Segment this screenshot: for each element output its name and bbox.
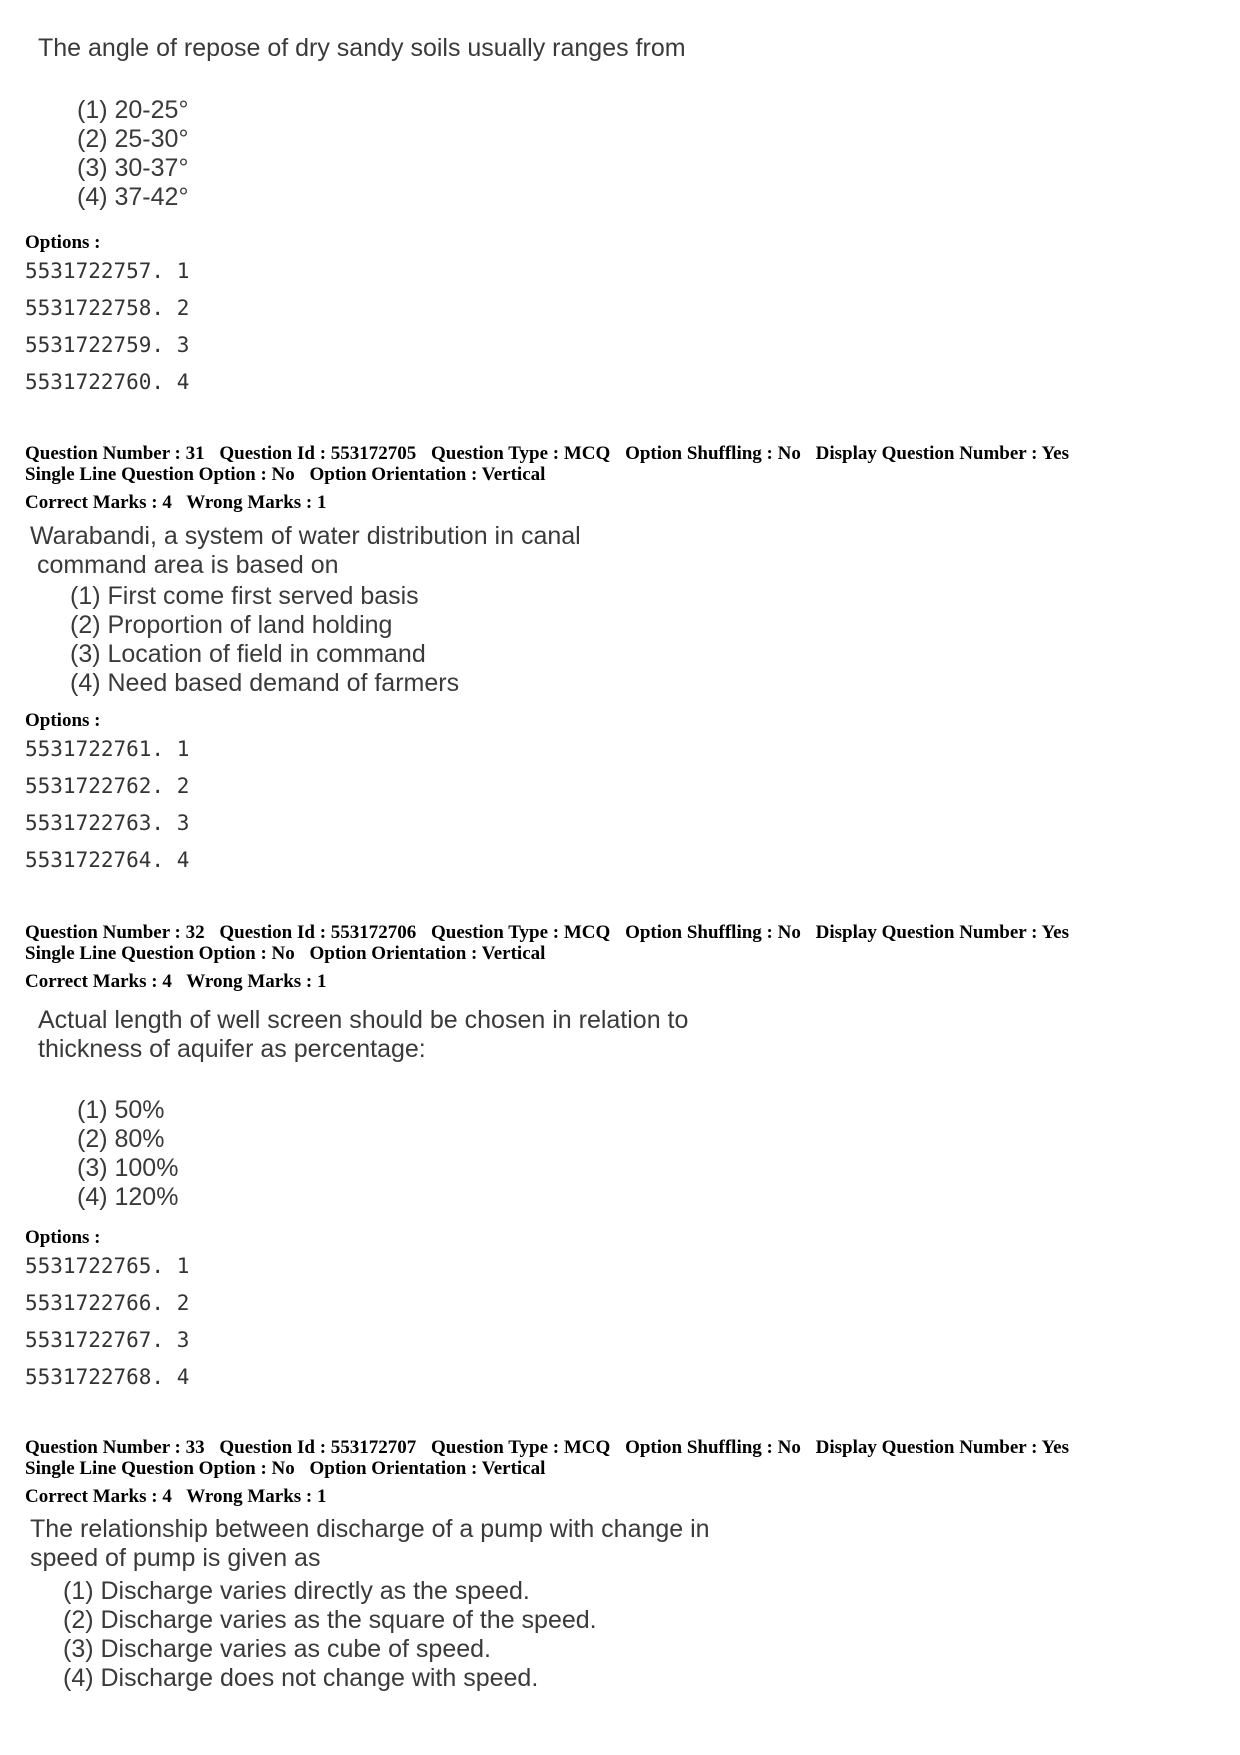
options-list [25, 253, 189, 401]
options-heading: Options : [25, 232, 101, 253]
wrong-marks: Wrong Marks : 1 [186, 1486, 327, 1507]
question-32-text [38, 1006, 688, 1064]
meta-line-2 [25, 1458, 1069, 1479]
choice-4: (4) Discharge does not change with speed. [63, 1664, 539, 1692]
choice-2: (2) 80% [77, 1125, 165, 1153]
display-question-number: Display Question Number : Yes [815, 922, 1069, 943]
option-shuffling: Option Shuffling : No [625, 922, 801, 943]
option-id: 5531722760. 4 [25, 370, 190, 394]
options-heading: Options : [25, 1227, 101, 1248]
choice-3: (3) Location of field in command [70, 640, 426, 668]
single-line-option: Single Line Question Option : No [25, 464, 295, 485]
question-30-text [38, 34, 686, 63]
question-stem-line: command area is based on [30, 551, 339, 579]
question-type: Question Type : MCQ [431, 1437, 611, 1458]
question-31-text [30, 522, 581, 580]
option-shuffling: Option Shuffling : No [625, 443, 801, 464]
question-stem-line: thickness of aquifer as percentage: [38, 1035, 426, 1063]
single-line-option: Single Line Question Option : No [25, 1458, 295, 1479]
option-id: 5531722757. 1 [25, 259, 190, 283]
option-id: 5531722768. 4 [25, 1365, 190, 1389]
question-30-choices [77, 96, 188, 212]
options-heading: Options : [25, 710, 101, 731]
question-id: Question Id : 553172707 [219, 1437, 417, 1458]
choice-1: (1) Discharge varies directly as the speed. [63, 1577, 530, 1605]
meta-line-2 [25, 464, 1069, 485]
choice-4: (4) 120% [77, 1183, 179, 1211]
correct-marks: Correct Marks : 4 [25, 971, 172, 992]
question-id: Question Id : 553172706 [219, 922, 417, 943]
question-stem-line: Actual length of well screen should be chosen in relation to [38, 1006, 689, 1034]
option-id: 5531722765. 1 [25, 1254, 190, 1278]
option-id: 5531722759. 3 [25, 333, 190, 357]
question-number: Question Number : 33 [25, 1437, 205, 1458]
question-32-meta [25, 922, 1069, 992]
option-id: 5531722758. 2 [25, 296, 190, 320]
choice-4: (4) 37-42° [77, 183, 189, 211]
meta-line-1 [25, 1437, 1069, 1458]
question-stem-line: speed of pump is given as [30, 1544, 321, 1572]
question-31-meta [25, 443, 1069, 513]
choice-3: (3) 100% [77, 1154, 179, 1182]
choice-4: (4) Need based demand of farmers [70, 669, 460, 697]
wrong-marks: Wrong Marks : 1 [186, 492, 327, 513]
question-33-choices [63, 1577, 597, 1693]
meta-line-3 [25, 492, 1069, 513]
option-id: 5531722764. 4 [25, 848, 190, 872]
question-32-choices [77, 1096, 178, 1212]
display-question-number: Display Question Number : Yes [815, 443, 1069, 464]
choice-1: (1) 50% [77, 1096, 165, 1124]
question-33-meta [25, 1437, 1069, 1507]
option-id: 5531722761. 1 [25, 737, 190, 761]
options-list [25, 1248, 189, 1396]
wrong-marks: Wrong Marks : 1 [186, 971, 327, 992]
meta-line-1 [25, 443, 1069, 464]
question-31-choices [70, 582, 459, 698]
choice-3: (3) Discharge varies as cube of speed. [63, 1635, 491, 1663]
meta-line-3 [25, 1486, 1069, 1507]
option-orientation: Option Orientation : Vertical [309, 943, 546, 964]
option-id: 5531722762. 2 [25, 774, 190, 798]
choice-2: (2) Proportion of land holding [70, 611, 393, 639]
options-list [25, 731, 189, 879]
option-shuffling: Option Shuffling : No [625, 1437, 801, 1458]
display-question-number: Display Question Number : Yes [815, 1437, 1069, 1458]
option-id: 5531722763. 3 [25, 811, 190, 835]
question-number: Question Number : 32 [25, 922, 205, 943]
option-id: 5531722766. 2 [25, 1291, 190, 1315]
meta-line-1 [25, 922, 1069, 943]
question-type: Question Type : MCQ [431, 922, 611, 943]
question-type: Question Type : MCQ [431, 443, 611, 464]
correct-marks: Correct Marks : 4 [25, 1486, 172, 1507]
choice-1: (1) 20-25° [77, 96, 189, 124]
question-number: Question Number : 31 [25, 443, 205, 464]
meta-line-3 [25, 971, 1069, 992]
correct-marks: Correct Marks : 4 [25, 492, 172, 513]
choice-3: (3) 30-37° [77, 154, 189, 182]
question-stem-line: The angle of repose of dry sandy soils usually ranges from [38, 34, 686, 62]
choice-2: (2) 25-30° [77, 125, 189, 153]
option-orientation: Option Orientation : Vertical [309, 464, 546, 485]
question-id: Question Id : 553172705 [219, 443, 417, 464]
question-stem-line: The relationship between discharge of a pump with change in [30, 1515, 710, 1543]
question-33-text [30, 1515, 710, 1573]
meta-line-2 [25, 943, 1069, 964]
question-stem-line: Warabandi, a system of water distribution in canal [30, 522, 581, 550]
option-id: 5531722767. 3 [25, 1328, 190, 1352]
option-orientation: Option Orientation : Vertical [309, 1458, 546, 1479]
choice-1: (1) First come first served basis [70, 582, 419, 610]
choice-2: (2) Discharge varies as the square of the speed. [63, 1606, 597, 1634]
single-line-option: Single Line Question Option : No [25, 943, 295, 964]
